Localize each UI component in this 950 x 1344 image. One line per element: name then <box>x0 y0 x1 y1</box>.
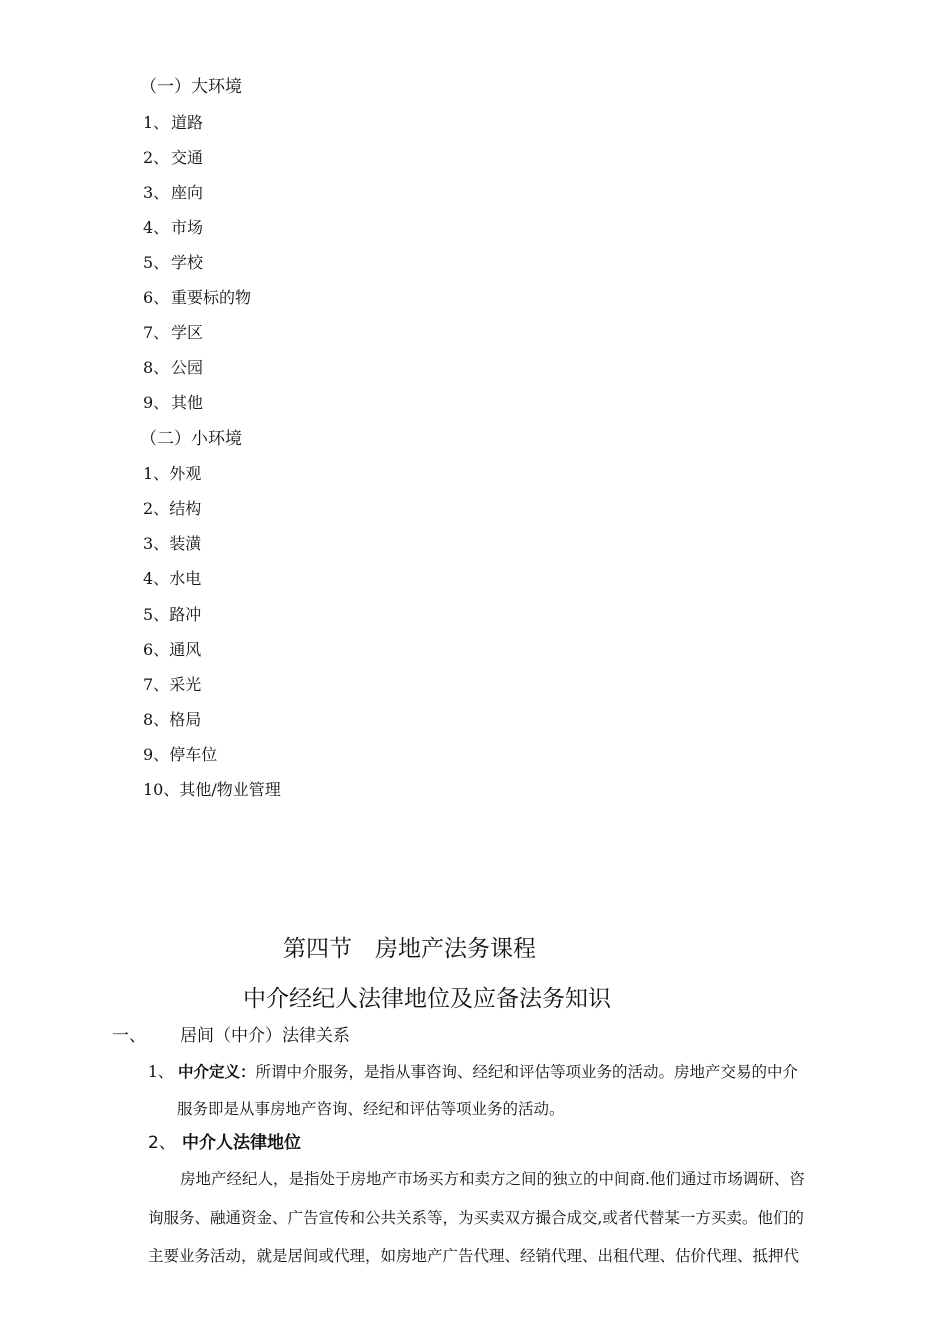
item-number: 3、 <box>143 183 170 202</box>
big-env-item <box>143 183 203 203</box>
big-env-heading: （一）大环境 <box>140 77 242 97</box>
section-title: 第四节 房地产法务课程 <box>283 936 536 962</box>
item-number: 1、 <box>143 464 170 483</box>
part-title: 居间（中介）法律关系 <box>180 1026 350 1046</box>
big-env-item <box>143 148 203 168</box>
item-number: 9、 <box>143 745 170 764</box>
item-number: 8、 <box>143 358 170 377</box>
definition-label: 中介定义： <box>178 1063 256 1081</box>
item-text: 市场 <box>171 218 204 237</box>
item-number: 7、 <box>143 323 170 342</box>
item-text: 通风 <box>169 640 202 659</box>
small-env-item <box>143 534 201 554</box>
big-env-item <box>143 358 203 378</box>
big-env-item <box>143 288 251 308</box>
item-number: 6、 <box>143 640 170 659</box>
item-number: 3、 <box>143 534 170 553</box>
item-text: 座向 <box>171 183 204 202</box>
part-number: 一、 <box>112 1026 146 1046</box>
small-env-item <box>143 464 201 484</box>
item-text: 装潢 <box>169 534 202 553</box>
item-text: 水电 <box>169 569 202 588</box>
definition-line-1 <box>148 1061 798 1083</box>
small-env-item <box>143 675 201 695</box>
item-text: 公园 <box>171 358 204 377</box>
item-text: 道路 <box>171 113 204 132</box>
item-number: 9、 <box>143 393 170 412</box>
item-text: 其他/物业管理 <box>179 780 281 799</box>
item-text: 学校 <box>171 253 204 272</box>
item-number: 10、 <box>143 780 180 799</box>
item-number: 4、 <box>143 218 170 237</box>
status-title: 中介人法律地位 <box>182 1133 301 1153</box>
item-number: 5、 <box>143 605 170 624</box>
definition-number: 1、 <box>148 1063 174 1081</box>
item-text: 其他 <box>171 393 204 412</box>
item-text: 交通 <box>171 148 204 167</box>
item-number: 2、 <box>143 499 170 518</box>
big-env-item <box>143 253 203 273</box>
part-heading <box>112 1024 350 1048</box>
section-subtitle: 中介经纪人法律地位及应备法务知识 <box>243 986 611 1012</box>
item-text: 外观 <box>169 464 202 483</box>
item-text: 重要标的物 <box>171 288 252 307</box>
small-env-item <box>143 605 201 625</box>
big-env-item <box>143 323 203 343</box>
small-env-item <box>143 640 201 660</box>
item-number: 1、 <box>143 113 170 132</box>
item-number: 5、 <box>143 253 170 272</box>
status-heading <box>148 1131 301 1155</box>
small-env-item <box>143 569 201 589</box>
small-env-heading: （二）小环境 <box>140 429 242 449</box>
item-text: 学区 <box>171 323 204 342</box>
item-number: 2、 <box>143 148 170 167</box>
status-para-line: 主要业务活动，就是居间或代理，如房地产广告代理、经销代理、出租代理、估价代理、抵押代 <box>148 1247 800 1265</box>
item-text: 采光 <box>169 675 202 694</box>
item-text: 格局 <box>169 710 202 729</box>
small-env-item <box>143 745 217 765</box>
item-text: 停车位 <box>169 745 218 764</box>
small-env-item <box>143 780 281 800</box>
item-number: 8、 <box>143 710 170 729</box>
item-text: 结构 <box>169 499 202 518</box>
status-para-line: 房地产经纪人，是指处于房地产市场买方和卖方之间的独立的中间商.他们通过市场调研、咨 <box>180 1170 805 1188</box>
item-number: 7、 <box>143 675 170 694</box>
status-number: 2、 <box>148 1133 176 1153</box>
definition-line-2: 服务即是从事房地产咨询、经纪和评估等项业务的活动。 <box>177 1100 565 1118</box>
status-para-line: 询服务、融通资金、广告宣传和公共关系等，为买卖双方撮合成交,或者代替某一方买卖。他们的 <box>148 1209 804 1227</box>
small-env-item <box>143 710 201 730</box>
big-env-item <box>143 218 203 238</box>
item-number: 6、 <box>143 288 170 307</box>
big-env-item <box>143 113 203 133</box>
item-text: 路冲 <box>169 605 202 624</box>
item-number: 4、 <box>143 569 170 588</box>
definition-text: 所谓中介服务，是指从事咨询、经纪和评估等项业务的活动。房地产交易的中介 <box>255 1063 799 1081</box>
big-env-item <box>143 393 203 413</box>
small-env-item <box>143 499 201 519</box>
